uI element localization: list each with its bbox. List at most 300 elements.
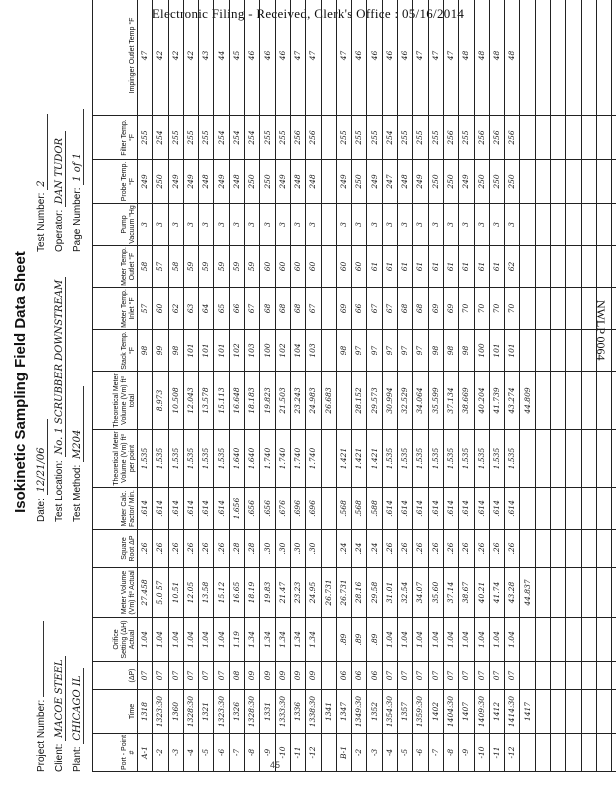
table-cell: .614: [428, 488, 443, 530]
table-cell: 44: [214, 0, 229, 116]
client-label: Client:: [54, 743, 65, 772]
table-cell: .696: [290, 488, 305, 530]
table-cell: 43.28: [505, 568, 520, 618]
column-header: Impinger Outlet Temp °F: [93, 0, 138, 116]
table-cell: 248: [306, 160, 321, 204]
table-cell: 256: [443, 116, 458, 160]
table-cell: [596, 246, 611, 288]
table-cell: -7: [428, 734, 443, 772]
table-cell: [612, 430, 616, 488]
table-cell: .28: [245, 530, 260, 568]
table-row: [413, 0, 428, 772]
table-cell: .26: [168, 530, 183, 568]
table-cell: 255: [336, 116, 351, 160]
table-cell: 41.739: [489, 372, 504, 430]
table-cell: .568: [352, 488, 367, 530]
table-cell: 255: [183, 116, 198, 160]
table-cell: [551, 116, 566, 160]
table-row: [535, 0, 550, 772]
table-cell: [551, 430, 566, 488]
table-cell: .26: [459, 530, 474, 568]
table-cell: [566, 488, 581, 530]
table-cell: -11: [489, 734, 504, 772]
table-cell: [321, 662, 336, 690]
table-cell: 3: [367, 204, 382, 246]
table-cell: 1.535: [428, 430, 443, 488]
table-cell: 3: [474, 204, 489, 246]
page-field: [72, 109, 84, 252]
table-cell: 1.421: [352, 430, 367, 488]
table-cell: 46: [398, 0, 413, 116]
table-cell: 46: [367, 0, 382, 116]
table-cell: .26: [183, 530, 198, 568]
table-cell: [612, 530, 616, 568]
table-cell: 63: [183, 288, 198, 330]
table-cell: 249: [336, 160, 351, 204]
table-cell: 07: [398, 662, 413, 690]
column-header: Meter Calc. Factor/ Min.: [93, 488, 138, 530]
table-cell: 1.04: [382, 618, 397, 662]
data-sheet: [10, 0, 602, 772]
column-header: Port - Point #: [93, 734, 138, 772]
table-cell: -12: [306, 734, 321, 772]
table-cell: 1333:30: [275, 690, 290, 734]
table-cell: 47: [413, 0, 428, 116]
table-cell: 1404:30: [443, 690, 458, 734]
table-cell: 12.05: [183, 568, 198, 618]
table-cell: 1.34: [245, 618, 260, 662]
table-cell: [336, 372, 351, 430]
table-cell: 58: [138, 246, 153, 288]
table-cell: 60: [352, 246, 367, 288]
plant-value: CHICAGO IL: [72, 668, 84, 744]
column-header: Square Root ΔP: [93, 530, 138, 568]
table-cell: [535, 488, 550, 530]
table-cell: 1409:30: [474, 690, 489, 734]
table-cell: 1352: [367, 690, 382, 734]
table-cell: 1.656: [229, 488, 244, 530]
table-cell: 249: [413, 160, 428, 204]
table-row: [199, 0, 214, 772]
table-row: [520, 0, 535, 772]
table-cell: 1318: [138, 690, 153, 734]
table-cell: 16.65: [229, 568, 244, 618]
table-row: [275, 0, 290, 772]
table-cell: 07: [183, 662, 198, 690]
table-cell: 255: [275, 116, 290, 160]
table-cell: 48: [505, 0, 520, 116]
table-cell: [520, 488, 535, 530]
table-cell: 29.573: [367, 372, 382, 430]
table-cell: -12: [505, 734, 520, 772]
table-cell: [581, 530, 596, 568]
table-cell: [566, 568, 581, 618]
table-cell: -3: [367, 734, 382, 772]
table-cell: 1354:30: [382, 690, 397, 734]
table-cell: [321, 430, 336, 488]
table-cell: 1.740: [290, 430, 305, 488]
page-label: Page Number:: [72, 187, 83, 252]
plant-label: Plant:: [72, 746, 83, 772]
table-cell: 69: [428, 288, 443, 330]
table-cell: 61: [413, 246, 428, 288]
table-cell: -6: [413, 734, 428, 772]
column-header: Meter Temp. Outlet °F: [93, 246, 138, 288]
location-value: No. 1 SCRUBBER DOWNSTREAM: [54, 277, 66, 458]
table-cell: 248: [290, 160, 305, 204]
table-cell: [551, 488, 566, 530]
table-cell: [520, 662, 535, 690]
table-cell: 1336: [290, 690, 305, 734]
table-row: [168, 0, 183, 772]
table-row: [306, 0, 321, 772]
table-cell: .614: [199, 488, 214, 530]
table-cell: 09: [245, 662, 260, 690]
table-cell: 48: [474, 0, 489, 116]
table-cell: .26: [214, 530, 229, 568]
plant-field: [72, 668, 84, 772]
table-cell: 3: [459, 204, 474, 246]
table-cell: 1.34: [275, 618, 290, 662]
table-cell: .24: [352, 530, 367, 568]
table-cell: [551, 246, 566, 288]
table-cell: [321, 618, 336, 662]
table-cell: [596, 116, 611, 160]
column-header: Orifice Setting (ΔH) Actual: [93, 618, 138, 662]
table-cell: 59: [245, 246, 260, 288]
table-row: [612, 0, 616, 772]
table-cell: [596, 0, 611, 116]
table-cell: 67: [306, 288, 321, 330]
table-cell: 254: [153, 116, 168, 160]
table-cell: 46: [382, 0, 397, 116]
page-value: 1 of 1: [72, 109, 84, 185]
project-label: Project Number:: [36, 699, 47, 772]
project-value: [43, 621, 44, 697]
table-cell: 1.34: [260, 618, 275, 662]
table-cell: .614: [398, 488, 413, 530]
table-cell: .614: [413, 488, 428, 530]
table-cell: 3: [505, 204, 520, 246]
table-cell: 1.34: [306, 618, 321, 662]
table-cell: 1.04: [459, 618, 474, 662]
table-cell: 59: [199, 246, 214, 288]
table-cell: .568: [336, 488, 351, 530]
table-cell: 60: [275, 246, 290, 288]
table-cell: 1.535: [168, 430, 183, 488]
table-cell: 70: [474, 288, 489, 330]
table-cell: [551, 372, 566, 430]
table-cell: 97: [413, 330, 428, 372]
table-cell: .26: [428, 530, 443, 568]
table-cell: 07: [168, 662, 183, 690]
table-cell: [535, 116, 550, 160]
table-cell: 47: [306, 0, 321, 116]
table-cell: 3: [382, 204, 397, 246]
table-cell: [321, 330, 336, 372]
table-cell: 256: [474, 116, 489, 160]
table-header-row: [93, 0, 138, 772]
table-row: [505, 0, 520, 772]
table-cell: .614: [459, 488, 474, 530]
table-cell: .614: [505, 488, 520, 530]
table-cell: 59: [183, 246, 198, 288]
table-cell: .656: [245, 488, 260, 530]
table-cell: 1.04: [505, 618, 520, 662]
table-cell: .614: [214, 488, 229, 530]
table-cell: 70: [459, 288, 474, 330]
table-cell: 24.95: [306, 568, 321, 618]
table-cell: .614: [183, 488, 198, 530]
table-cell: 98: [168, 330, 183, 372]
table-cell: 29.58: [367, 568, 382, 618]
table-cell: [520, 430, 535, 488]
table-cell: [566, 530, 581, 568]
table-cell: 40.204: [474, 372, 489, 430]
table-cell: -7: [229, 734, 244, 772]
table-cell: 249: [214, 160, 229, 204]
table-cell: [551, 330, 566, 372]
table-cell: 46: [260, 0, 275, 116]
table-cell: 60: [306, 246, 321, 288]
table-cell: 61: [367, 246, 382, 288]
table-cell: -10: [275, 734, 290, 772]
table-cell: [520, 160, 535, 204]
table-row: [153, 0, 168, 772]
table-cell: 30.994: [382, 372, 397, 430]
table-cell: [566, 662, 581, 690]
table-cell: [612, 0, 616, 116]
table-cell: 255: [138, 116, 153, 160]
table-cell: 47: [336, 0, 351, 116]
table-cell: 1359:30: [413, 690, 428, 734]
table-cell: [535, 618, 550, 662]
table-cell: 3: [428, 204, 443, 246]
table-cell: 57: [153, 246, 168, 288]
table-cell: 06: [352, 662, 367, 690]
table-cell: -4: [382, 734, 397, 772]
table-cell: 28.16: [352, 568, 367, 618]
table-cell: 247: [382, 160, 397, 204]
table-cell: 15.113: [214, 372, 229, 430]
table-cell: -10: [474, 734, 489, 772]
table-cell: 07: [199, 662, 214, 690]
table-cell: [612, 488, 616, 530]
table-cell: 1323:30: [153, 690, 168, 734]
table-cell: 255: [398, 116, 413, 160]
table-cell: 13.578: [199, 372, 214, 430]
table-cell: 1.535: [214, 430, 229, 488]
table-cell: 255: [352, 116, 367, 160]
table-cell: 97: [398, 330, 413, 372]
table-cell: .28: [229, 530, 244, 568]
table-cell: 249: [168, 160, 183, 204]
table-cell: 1.04: [398, 618, 413, 662]
table-cell: 07: [443, 662, 458, 690]
date-field: [36, 419, 48, 522]
table-cell: -5: [199, 734, 214, 772]
table-cell: 58: [168, 246, 183, 288]
table-cell: 1.04: [489, 618, 504, 662]
table-cell: 103: [306, 330, 321, 372]
table-cell: 102: [275, 330, 290, 372]
table-cell: 1.04: [168, 618, 183, 662]
table-cell: .614: [489, 488, 504, 530]
table-cell: [581, 662, 596, 690]
table-cell: 1.535: [474, 430, 489, 488]
table-cell: 1.04: [183, 618, 198, 662]
table-cell: .588: [367, 488, 382, 530]
table-cell: 3: [306, 204, 321, 246]
table-row: [260, 0, 275, 772]
table-cell: .89: [367, 618, 382, 662]
table-cell: [566, 618, 581, 662]
table-cell: 18.19: [245, 568, 260, 618]
table-cell: [520, 0, 535, 116]
table-cell: 1412: [489, 690, 504, 734]
table-cell: [581, 568, 596, 618]
table-cell: 37.134: [443, 372, 458, 430]
table-cell: 1402: [428, 690, 443, 734]
table-cell: 97: [382, 330, 397, 372]
table-cell: .24: [336, 530, 351, 568]
table-cell: 97: [352, 330, 367, 372]
table-cell: .26: [382, 530, 397, 568]
table-cell: [321, 160, 336, 204]
table-cell: .614: [153, 488, 168, 530]
table-cell: 254: [214, 116, 229, 160]
table-cell: 250: [260, 160, 275, 204]
table-cell: 68: [398, 288, 413, 330]
column-header: (ΔP): [93, 662, 138, 690]
table-cell: 10.51: [168, 568, 183, 618]
table-cell: 3: [398, 204, 413, 246]
table-cell: 34.064: [413, 372, 428, 430]
table-cell: 1326: [229, 690, 244, 734]
table-cell: 18.183: [245, 372, 260, 430]
method-value: M204: [72, 386, 84, 462]
table-cell: [566, 330, 581, 372]
date-label: Date:: [36, 498, 47, 522]
table-cell: 8.973: [153, 372, 168, 430]
sampling-data-table: [92, 0, 616, 772]
table-cell: 07: [505, 662, 520, 690]
table-cell: 26.731: [321, 568, 336, 618]
table-cell: [581, 246, 596, 288]
table-cell: [520, 734, 535, 772]
table-cell: [566, 288, 581, 330]
table-cell: 44.809: [520, 372, 535, 430]
table-cell: [596, 734, 611, 772]
table-cell: 101: [199, 330, 214, 372]
table-cell: 57: [138, 288, 153, 330]
table-row: [489, 0, 504, 772]
table-cell: A-1: [138, 734, 153, 772]
table-cell: 249: [459, 160, 474, 204]
table-cell: 1.04: [214, 618, 229, 662]
column-header: Meter Volume (Vm) ft³ Actual: [93, 568, 138, 618]
table-row: [367, 0, 382, 772]
location-field: [54, 277, 66, 522]
table-cell: 47: [138, 0, 153, 116]
table-cell: [596, 690, 611, 734]
table-cell: 32.54: [398, 568, 413, 618]
table-cell: [612, 330, 616, 372]
table-cell: 61: [489, 246, 504, 288]
table-cell: 62: [168, 288, 183, 330]
table-cell: 249: [183, 160, 198, 204]
table-cell: 1.740: [306, 430, 321, 488]
table-cell: 16.648: [229, 372, 244, 430]
table-cell: 254: [229, 116, 244, 160]
table-row: [245, 0, 260, 772]
table-cell: 254: [245, 116, 260, 160]
table-cell: 1.34: [290, 618, 305, 662]
table-cell: 248: [199, 160, 214, 204]
table-cell: [581, 690, 596, 734]
table-cell: [581, 618, 596, 662]
table-cell: .30: [275, 530, 290, 568]
table-cell: 26.683: [321, 372, 336, 430]
table-cell: 68: [275, 288, 290, 330]
table-cell: 98: [443, 330, 458, 372]
table-cell: 3: [214, 204, 229, 246]
table-cell: [520, 530, 535, 568]
table-cell: 47: [428, 0, 443, 116]
column-header: Pump Vacuum "Hg: [93, 204, 138, 246]
table-cell: 37.14: [443, 568, 458, 618]
table-cell: 60: [290, 246, 305, 288]
table-cell: 66: [352, 288, 367, 330]
table-cell: [520, 246, 535, 288]
table-cell: 1.640: [245, 430, 260, 488]
table-cell: 07: [489, 662, 504, 690]
operator-field: [54, 131, 66, 252]
table-cell: 64: [199, 288, 214, 330]
table-cell: .614: [474, 488, 489, 530]
table-cell: 1.535: [459, 430, 474, 488]
table-cell: [520, 204, 535, 246]
table-cell: 09: [260, 662, 275, 690]
table-cell: 3: [489, 204, 504, 246]
table-cell: 21.47: [275, 568, 290, 618]
table-cell: 1.740: [275, 430, 290, 488]
table-cell: 98: [459, 330, 474, 372]
table-cell: 250: [443, 160, 458, 204]
sheet-title: Isokinetic Sampling Field Data Sheet: [12, 251, 29, 513]
table-cell: 32.529: [398, 372, 413, 430]
method-field: [72, 386, 84, 522]
table-cell: -4: [183, 734, 198, 772]
table-cell: 19.83: [260, 568, 275, 618]
table-cell: .614: [168, 488, 183, 530]
table-cell: 1328:30: [245, 690, 260, 734]
table-cell: 1.535: [183, 430, 198, 488]
table-cell: 255: [199, 116, 214, 160]
table-cell: 26.731: [336, 568, 351, 618]
table-cell: 1.04: [443, 618, 458, 662]
table-row: [214, 0, 229, 772]
table-cell: 248: [229, 160, 244, 204]
table-cell: 10.508: [168, 372, 183, 430]
table-cell: 1407: [459, 690, 474, 734]
table-cell: 1.04: [413, 618, 428, 662]
table-cell: 1.535: [153, 430, 168, 488]
table-row: [443, 0, 458, 772]
table-cell: [612, 246, 616, 288]
table-cell: [321, 530, 336, 568]
table-cell: 42: [168, 0, 183, 116]
